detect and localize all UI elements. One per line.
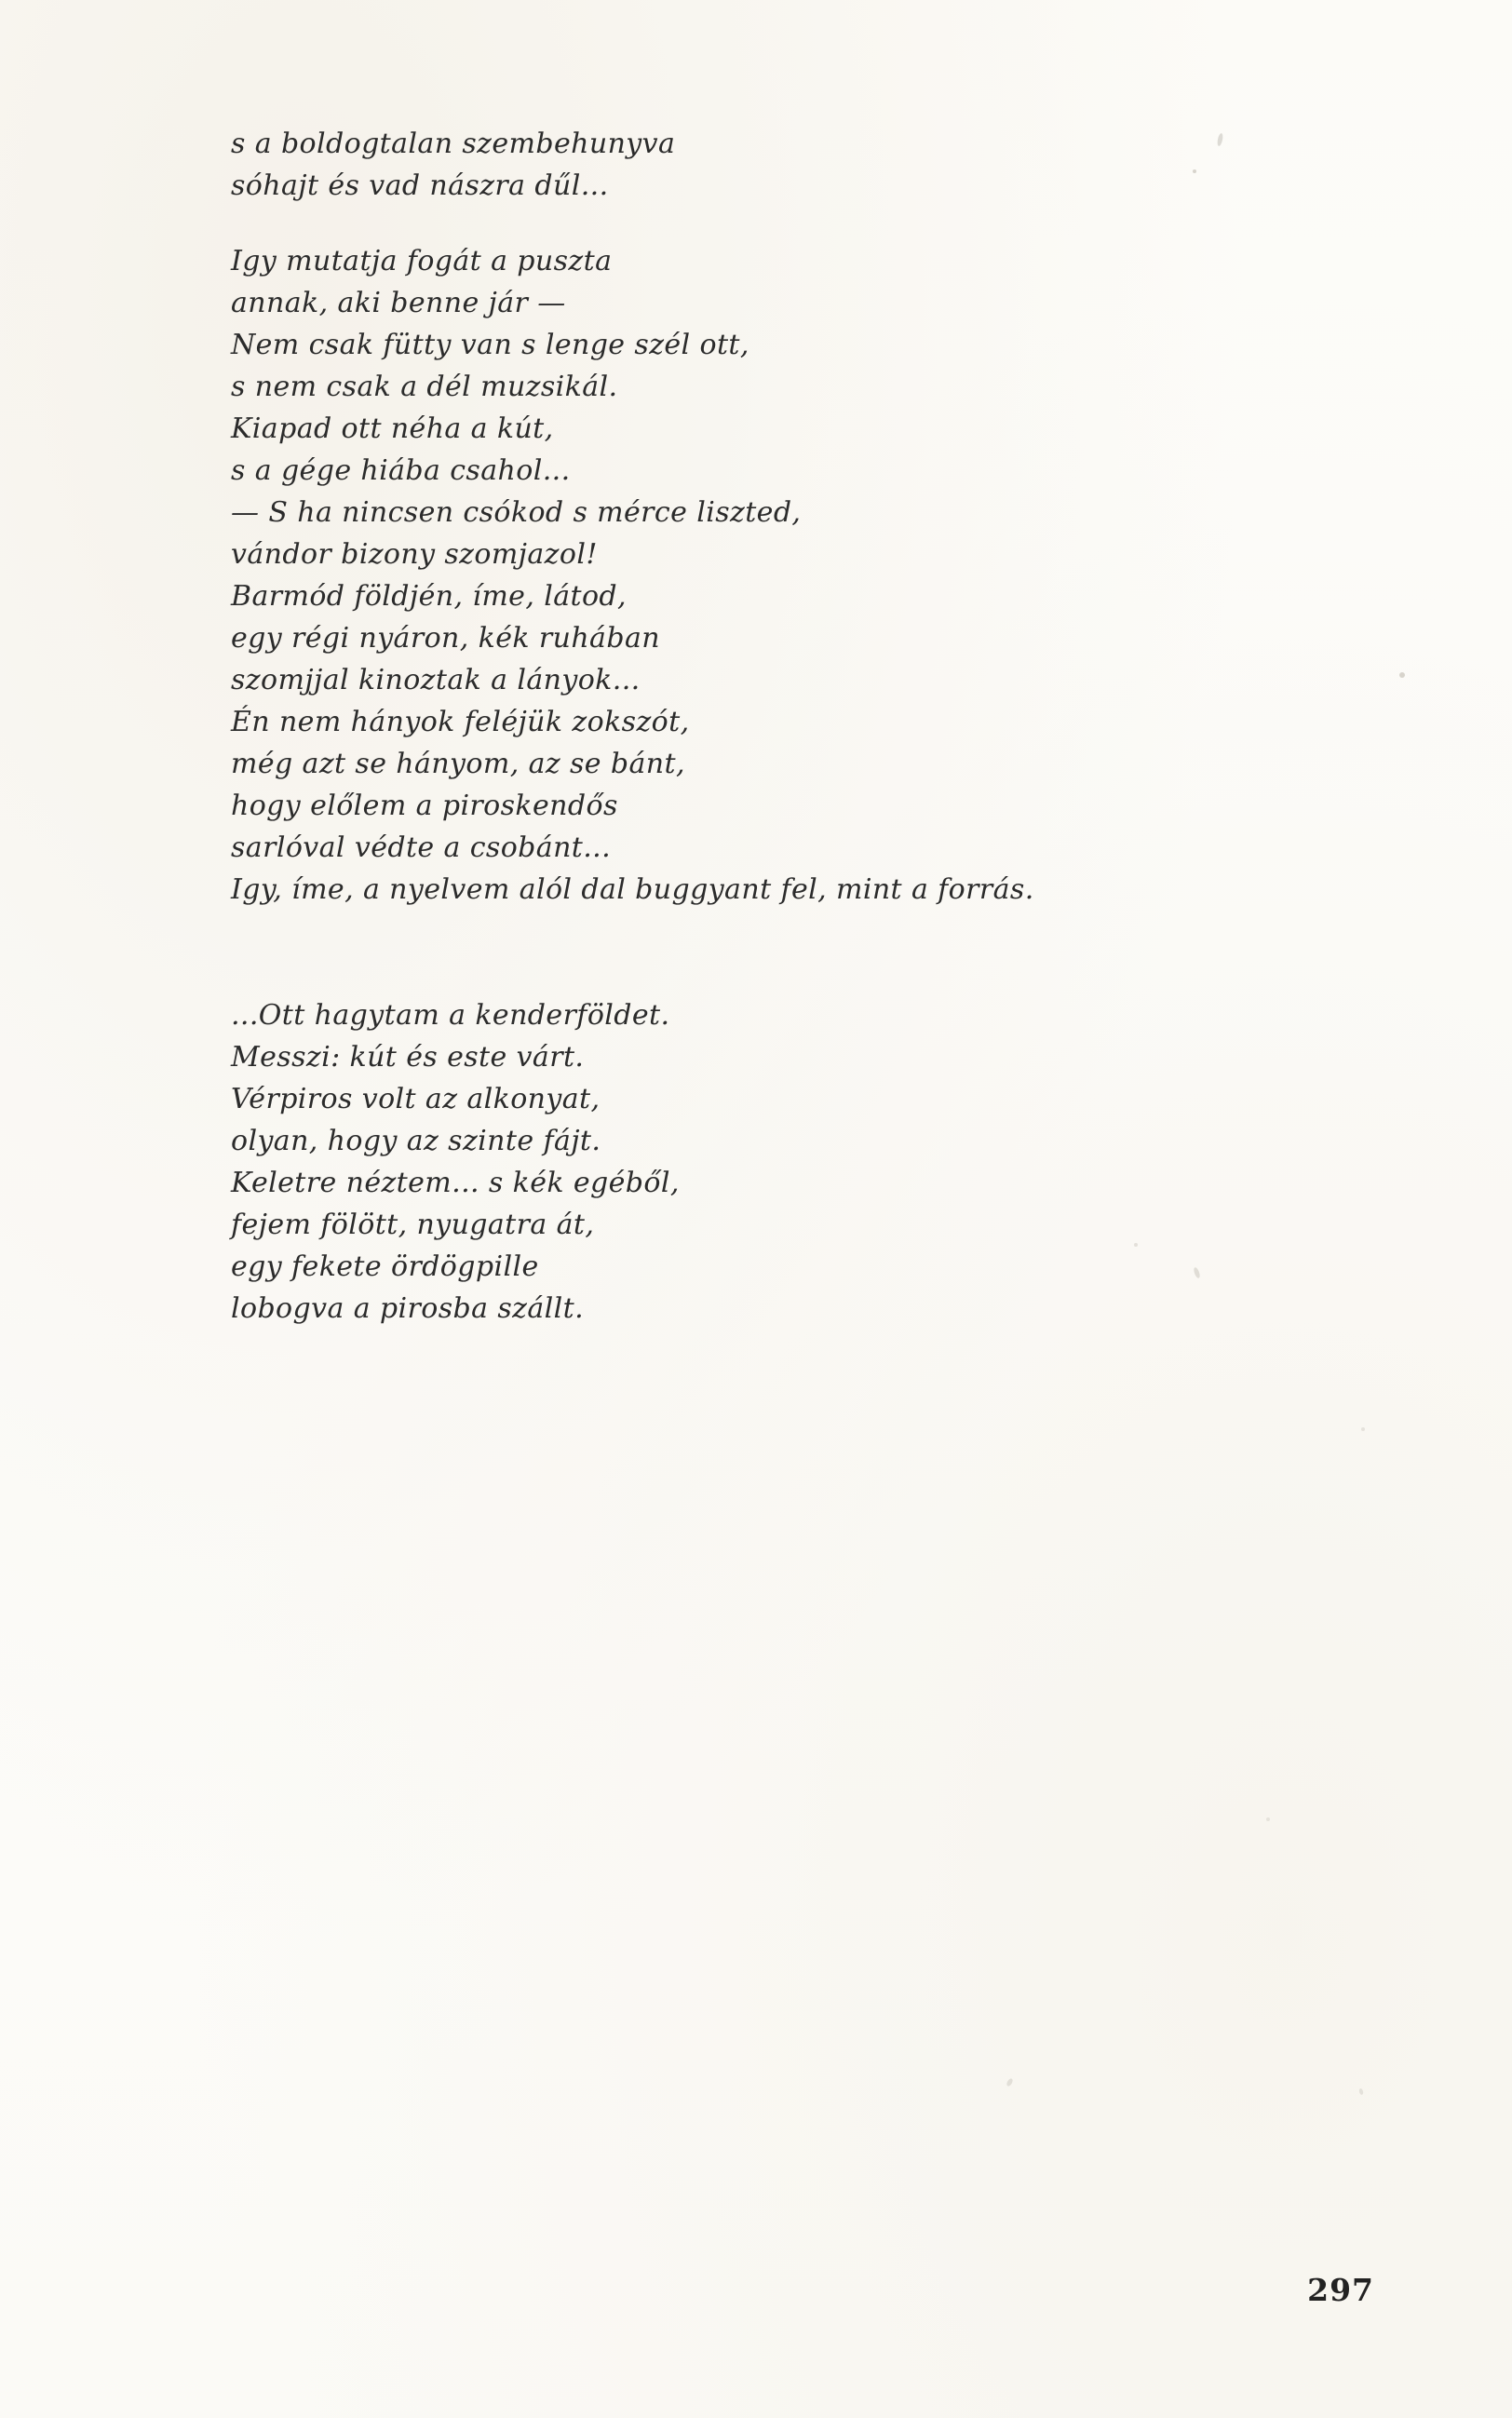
scan-speck (1193, 169, 1196, 173)
poem-line: hogy előlem a piroskendős (231, 790, 618, 822)
poem-body (231, 123, 1385, 1330)
stanza-1 (231, 123, 1385, 207)
scan-speck (1361, 1427, 1365, 1431)
scan-speck (1358, 2088, 1364, 2096)
poem-line: egy fekete ördögpille (231, 1250, 539, 1283)
poem-line: sóhajt és vad nászra dűl... (231, 169, 609, 202)
poem-line: Igy, íme, a nyelvem alól dal buggyant fel, mint a forrás. (231, 873, 1034, 906)
page-number: 297 (1307, 2272, 1374, 2308)
scan-speck (1134, 1243, 1138, 1247)
poem-line: Barmód földjén, íme, látod, (231, 580, 627, 613)
poem-line: sarlóval védte a csobánt... (231, 831, 612, 864)
poem-line: Vérpiros volt az alkonyat, (231, 1083, 601, 1115)
poem-line: Nem csak fütty van s lenge szél ott, (231, 329, 749, 361)
poem-line: Kiapad ott néha a kút, (231, 412, 554, 445)
scan-speck (1006, 2077, 1014, 2087)
stanza-3 (231, 994, 1385, 1330)
stanza-2 (231, 240, 1385, 911)
poem-line: olyan, hogy az szinte fájt. (231, 1125, 601, 1157)
scan-speck (1399, 672, 1405, 678)
poem-line: fejem fölött, nyugatra át, (231, 1209, 595, 1241)
poem-line: Igy mutatja fogát a puszta (231, 245, 613, 277)
stanza-spacer (231, 944, 1385, 994)
poem-line: ...Ott hagytam a kenderföldet. (231, 999, 670, 1032)
poem-line: Messzi: kút és este várt. (231, 1041, 585, 1074)
poem-line: egy régi nyáron, kék ruhában (231, 622, 660, 655)
poem-line: s a boldogtalan szembehunyva (231, 128, 676, 160)
scan-speck (1266, 1817, 1270, 1821)
poem-line: Keletre néztem... s kék egéből, (231, 1167, 680, 1199)
poem-line: lobogva a pirosba szállt. (231, 1292, 585, 1325)
poem-line: Én nem hányok feléjük zokszót, (231, 706, 690, 738)
poem-line: annak, aki benne jár — (231, 287, 566, 319)
poem-line: s nem csak a dél muzsikál. (231, 371, 618, 403)
poem-line: s a gége hiába csahol... (231, 454, 571, 487)
poem-line: — S ha nincsen csókod s mérce liszted, (231, 496, 802, 529)
poem-line: még azt se hányom, az se bánt, (231, 748, 685, 780)
poem-line: szomjjal kinoztak a lányok... (231, 664, 641, 696)
poem-line: vándor bizony szomjazol! (231, 538, 598, 571)
